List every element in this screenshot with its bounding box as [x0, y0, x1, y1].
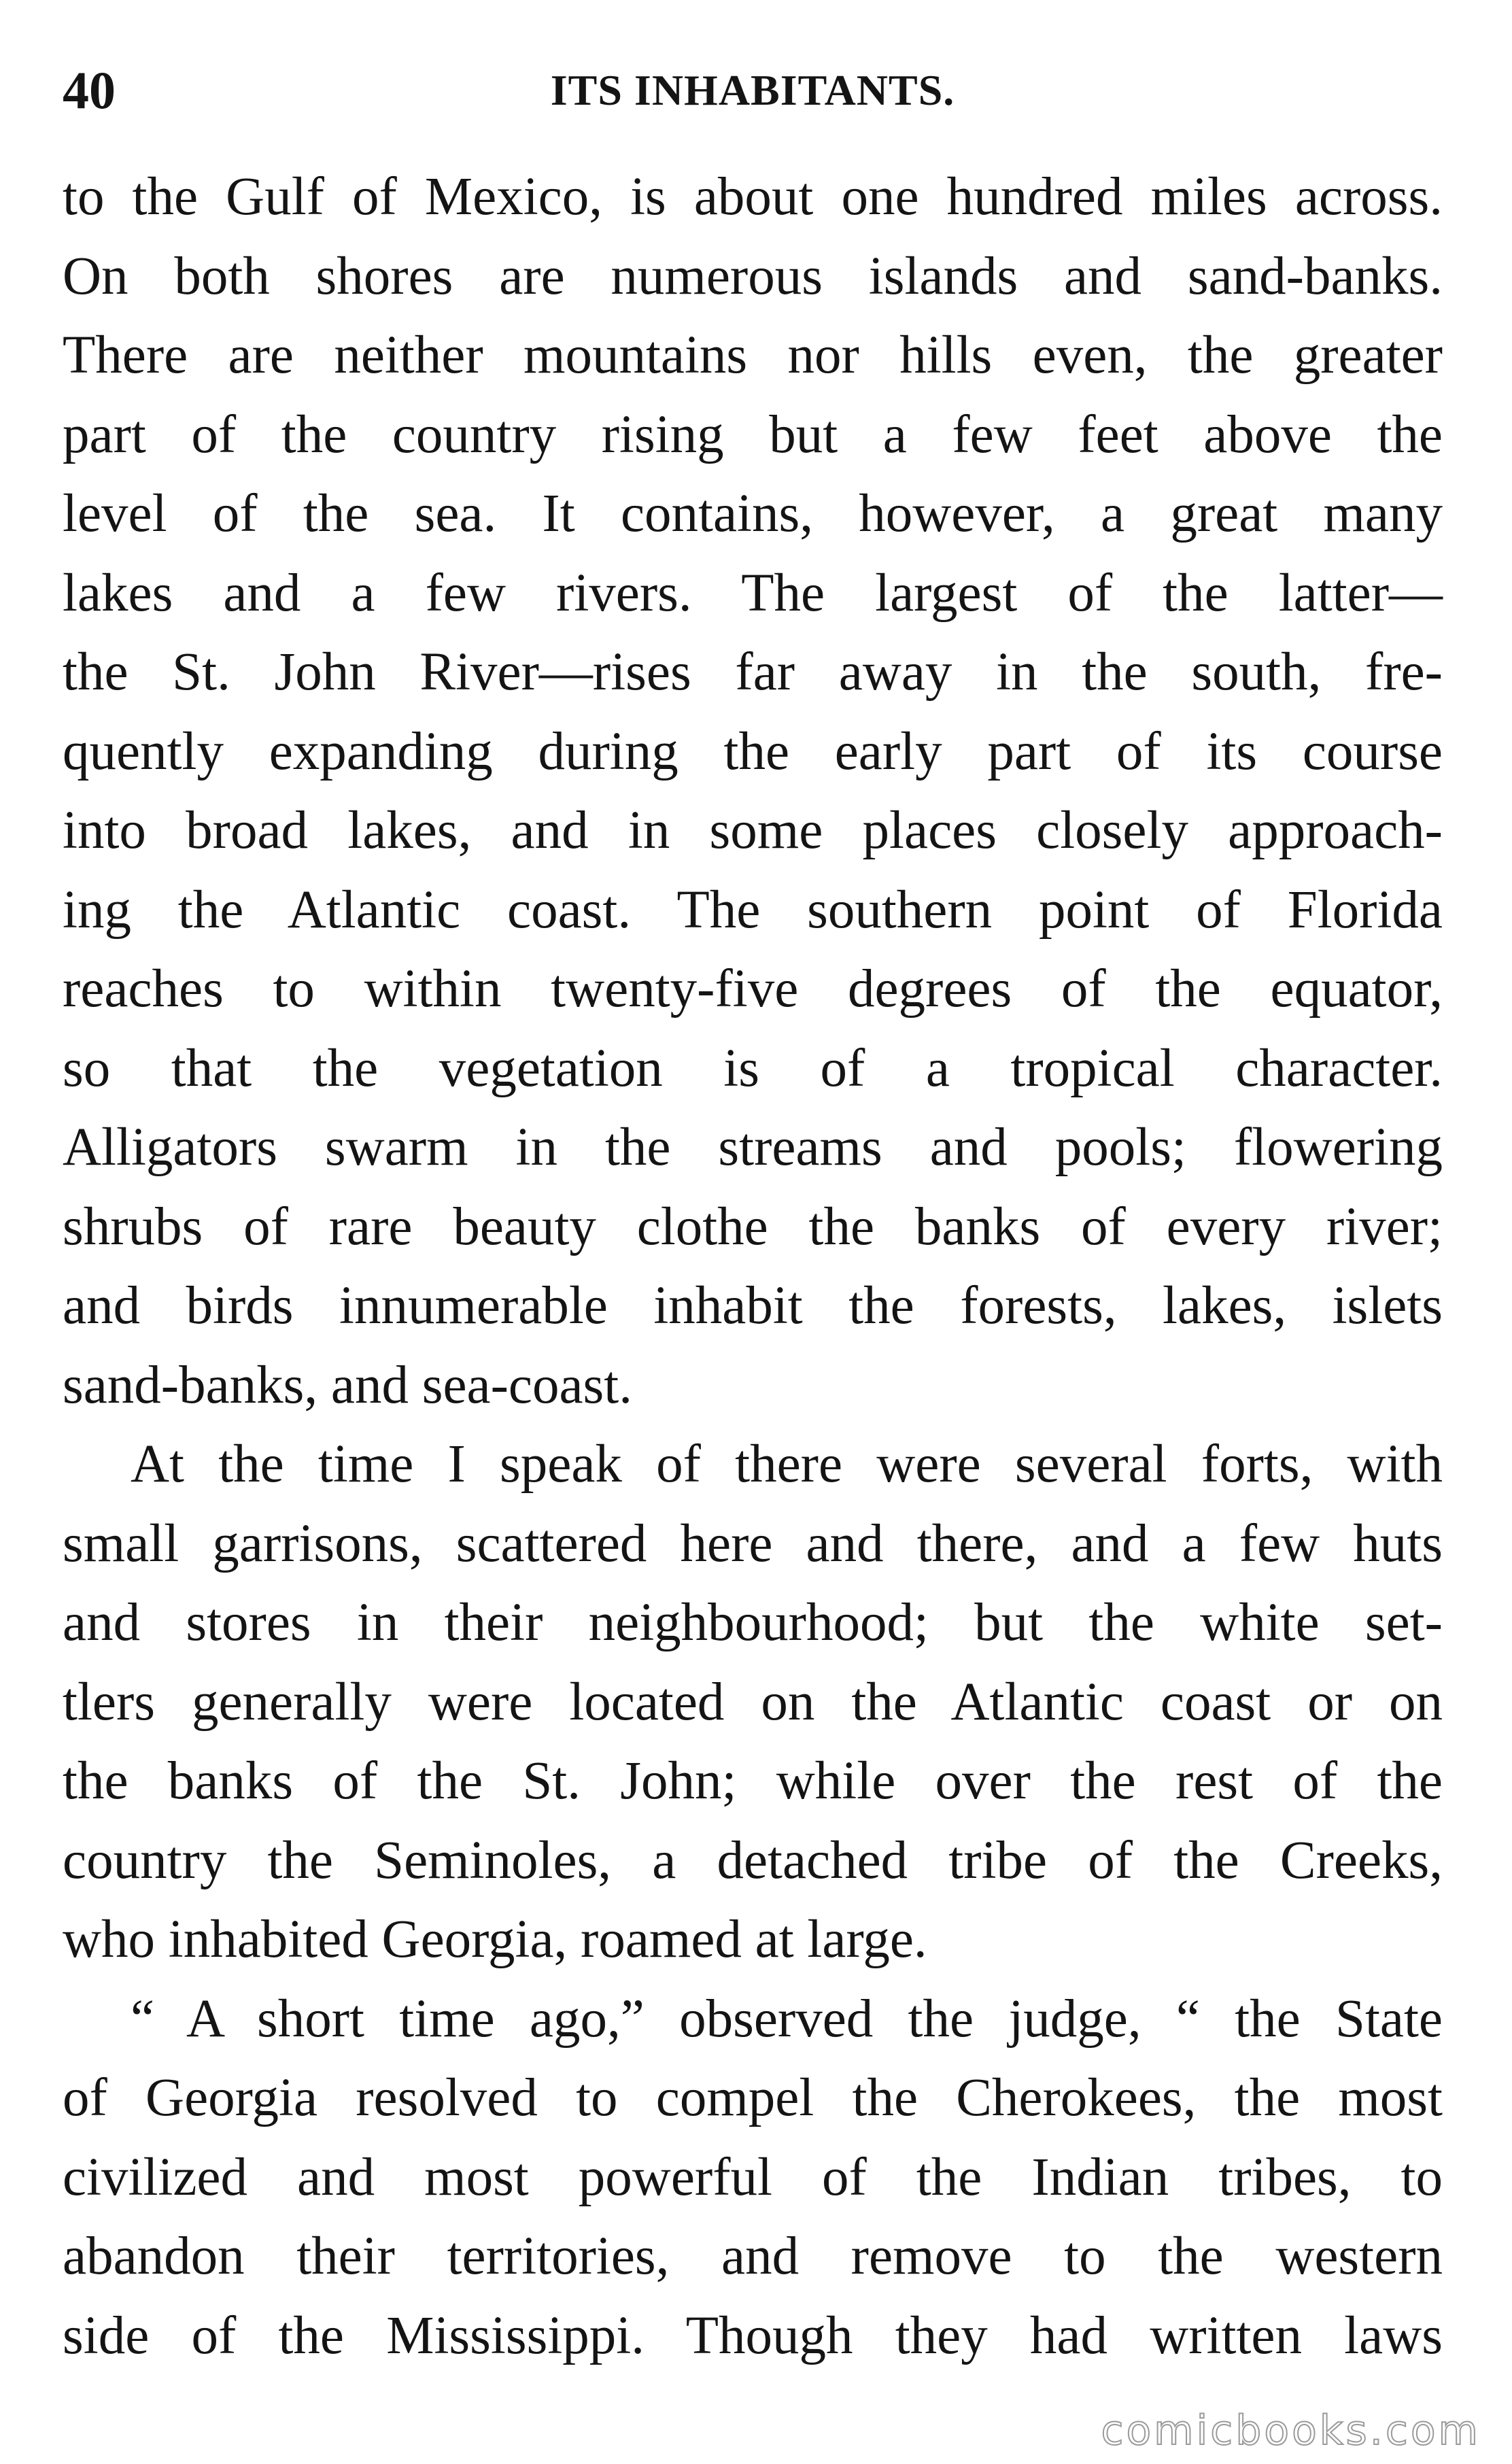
text-line: civilized and most powerful of the Indian tribes, to: [63, 2147, 1443, 2207]
text-line: abandon their territories, and remove to the western: [63, 2227, 1443, 2286]
watermark: comicbooks.com: [1101, 2407, 1481, 2454]
text-line: into broad lakes, and in some places closely approach-: [63, 801, 1443, 860]
text-line: tlers generally were located on the Atlantic coast or on: [63, 1672, 1443, 1732]
text-line: of Georgia resolved to compel the Cherokees, the most: [63, 2068, 1443, 2127]
text-line: lakes and a few rivers. The largest of the latter—: [63, 563, 1443, 623]
text-line: sand-banks, and sea-coast.: [63, 1355, 632, 1415]
text-line: At the time I speak of there were several forts, with: [131, 1435, 1443, 1494]
paragraph: [63, 158, 1443, 1425]
text-line: quently expanding during the early part of its course: [63, 721, 1443, 781]
paragraph: [63, 1980, 1443, 2376]
page-number: 40: [63, 61, 116, 120]
text-line: the banks of the St. John; while over the rest of the: [63, 1751, 1443, 1811]
text-line: ing the Atlantic coast. The southern point of Florida: [63, 880, 1443, 940]
text-line: side of the Mississippi. Though they had written laws: [63, 2306, 1443, 2365]
text-line: level of the sea. It contains, however, a great many: [63, 484, 1443, 543]
body-text: [63, 158, 1443, 2376]
text-line: On both shores are numerous islands and sand-banks.: [63, 246, 1443, 306]
text-line: country the Seminoles, a detached tribe of the Creeks,: [63, 1830, 1443, 1890]
text-line: and stores in their neighbourhood; but the white set-: [63, 1593, 1443, 1652]
text-line: so that the vegetation is of a tropical character.: [63, 1038, 1443, 1098]
text-line: small garrisons, scattered here and there, and a few huts: [63, 1513, 1443, 1573]
text-line: “ A short time ago,” observed the judge, “ the State: [131, 1989, 1443, 2049]
text-line: to the Gulf of Mexico, is about one hundred miles across.: [63, 167, 1443, 226]
text-line: who inhabited Georgia, roamed at large.: [63, 1910, 927, 1969]
running-head: ITS INHABITANTS.: [550, 66, 955, 114]
text-line: and birds innumerable inhabit the forests, lakes, islets: [63, 1276, 1443, 1335]
page-header: [63, 53, 1443, 128]
text-line: There are neither mountains nor hills even, the greater: [63, 326, 1443, 385]
text-line: reaches to within twenty-five degrees of the equator,: [63, 959, 1443, 1019]
paragraph: [63, 1425, 1443, 1980]
text-line: shrubs of rare beauty clothe the banks of every river;: [63, 1197, 1443, 1256]
text-line: the St. John River—rises far away in the south, fre-: [63, 643, 1443, 702]
text-line: part of the country rising but a few feet above the: [63, 405, 1443, 464]
text-line: Alligators swarm in the streams and pools; flowering: [63, 1118, 1443, 1177]
